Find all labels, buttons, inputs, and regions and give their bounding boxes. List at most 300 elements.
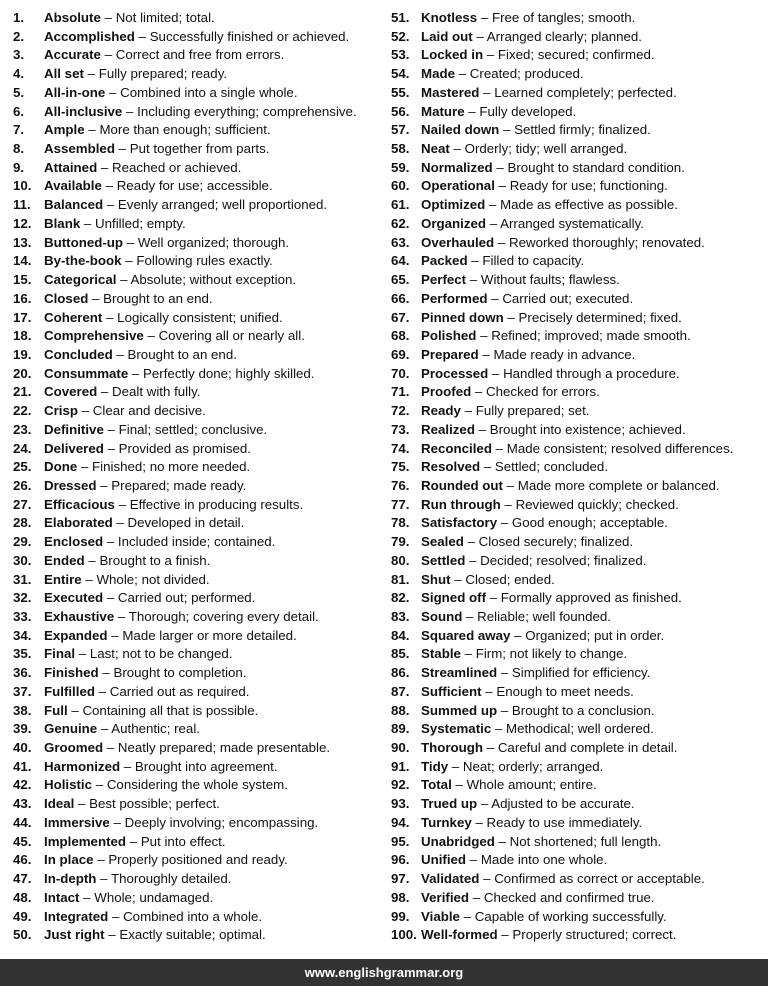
item-separator: – (114, 141, 130, 157)
item-term: Accurate (44, 47, 101, 63)
item-definition: Final; settled; conclusive. (118, 421, 268, 437)
item-term: Validated (421, 871, 480, 887)
item-number: 30. (13, 552, 32, 568)
item-number: 74. (391, 440, 410, 456)
list-item (13, 177, 385, 196)
item-term: Exhaustive (44, 609, 115, 624)
item-term: Groomed (44, 740, 104, 756)
item-term: Viable (421, 908, 460, 924)
item-definition: Last; not to be changed. (89, 646, 233, 662)
item-separator: – (471, 814, 487, 830)
item-definition: Arranged systematically. (500, 215, 644, 231)
item-number: 23. (13, 421, 32, 437)
item-definition: Handled through a procedure. (503, 365, 680, 381)
list-item (13, 440, 385, 459)
item-definition: Precisely determined; fixed. (518, 309, 682, 325)
item-separator: – (497, 702, 512, 718)
item-number: 10. (13, 178, 32, 194)
item-number: 50. (13, 927, 32, 943)
item-separator: – (78, 403, 93, 419)
item-number: 18. (13, 328, 32, 344)
item-number: 68. (391, 328, 410, 344)
item-number: 79. (391, 534, 410, 550)
list-item (13, 870, 385, 889)
item-number: 97. (391, 871, 410, 887)
item-term: Verified (421, 889, 470, 905)
item-separator: – (77, 459, 93, 475)
item-separator: – (485, 197, 501, 213)
item-separator: – (100, 10, 116, 25)
item-separator: – (112, 515, 128, 531)
list-item (13, 851, 385, 870)
list-item (391, 458, 763, 477)
item-definition: Correct and free from errors. (115, 47, 285, 63)
item-number: 57. (391, 122, 410, 138)
item-number: 94. (391, 814, 410, 830)
item-definition: Brought to a conclusion. (511, 702, 655, 718)
item-definition: Free of tangles; smooth. (491, 10, 636, 25)
item-separator: – (474, 421, 490, 437)
item-term: By-the-book (44, 253, 122, 269)
item-number: 76. (391, 477, 410, 493)
item-separator: – (98, 665, 114, 681)
item-separator: – (497, 515, 512, 531)
item-number: 55. (391, 84, 410, 100)
item-number: 37. (13, 683, 32, 699)
item-term: Dressed (44, 477, 97, 493)
item-definition: Effective in producing results. (129, 496, 304, 512)
item-number: 96. (391, 852, 410, 868)
list-item (13, 9, 385, 28)
item-number: 91. (391, 758, 410, 774)
list-item (13, 402, 385, 421)
list-item (13, 702, 385, 721)
item-definition: Dealt with fully. (112, 384, 201, 400)
list-item (13, 346, 385, 365)
item-number: 59. (391, 159, 410, 175)
item-term: Mature (421, 103, 465, 119)
item-term: Proofed (421, 384, 472, 400)
list-item (391, 421, 763, 440)
item-separator: – (463, 534, 479, 550)
item-definition: Whole amount; entire. (466, 777, 597, 793)
item-definition: Combined into a single whole. (120, 84, 298, 100)
item-separator: – (494, 833, 510, 849)
item-definition: Authentic; real. (111, 721, 200, 737)
item-number: 52. (391, 28, 410, 44)
item-term: Consummate (44, 365, 129, 381)
item-term: All set (44, 66, 84, 82)
item-definition: Ready for use; accessible. (116, 178, 273, 194)
item-definition: Learned completely; perfected. (494, 84, 677, 100)
item-term: Systematic (421, 721, 492, 737)
list-item (13, 571, 385, 590)
item-definition: Carried out; performed. (117, 590, 256, 606)
item-number: 67. (391, 309, 410, 325)
item-term: Ample (44, 122, 85, 138)
item-term: Closed (44, 290, 89, 306)
item-definition: Well organized; thorough. (137, 234, 290, 250)
item-definition: Unfilled; empty. (95, 215, 186, 231)
list-item (391, 720, 763, 739)
item-definition: Brought to an end. (127, 346, 237, 362)
item-term: Absolute (44, 10, 101, 25)
list-item (13, 103, 385, 122)
item-separator: – (502, 477, 518, 493)
list-item (391, 327, 763, 346)
item-term: Blank (44, 215, 81, 231)
item-definition: Capable of working successfully. (474, 908, 667, 924)
item-term: Ended (44, 552, 85, 568)
item-term: Realized (421, 421, 475, 437)
item-number: 12. (13, 215, 32, 231)
item-separator: – (497, 665, 512, 681)
list-item (391, 440, 763, 459)
list-item (13, 795, 385, 814)
list-item (391, 234, 763, 253)
item-separator: – (103, 197, 118, 213)
item-term: Ideal (44, 796, 75, 812)
item-number: 62. (391, 215, 410, 231)
list-item (391, 140, 763, 159)
list-item (13, 234, 385, 253)
item-definition: Reliable; well founded. (477, 609, 611, 624)
item-definition: Considering the whole system. (106, 777, 288, 793)
item-number: 44. (13, 814, 32, 830)
item-separator: – (96, 871, 111, 887)
item-separator: – (92, 777, 107, 793)
list-item (391, 9, 763, 28)
list-item (391, 795, 763, 814)
item-term: Neat (421, 141, 450, 157)
item-term: Balanced (44, 197, 104, 213)
list-item (13, 46, 385, 65)
item-number: 49. (13, 908, 32, 924)
item-term: Assembled (44, 141, 115, 157)
list-item (13, 383, 385, 402)
item-definition: Reached or achieved. (112, 159, 242, 175)
item-term: In place (44, 852, 94, 868)
list-item (13, 589, 385, 608)
item-definition: Exactly suitable; optimal. (119, 927, 266, 943)
item-term: Optimized (421, 197, 486, 213)
item-separator: – (476, 328, 492, 344)
item-number: 70. (391, 365, 410, 381)
item-definition: Reworked thoroughly; renovated. (508, 234, 705, 250)
item-number: 32. (13, 590, 32, 606)
list-item (13, 365, 385, 384)
list-item (13, 776, 385, 795)
item-definition: Careful and complete in detail. (497, 740, 678, 756)
item-number: 36. (13, 665, 32, 681)
item-separator: – (103, 421, 119, 437)
item-definition: Fully prepared; set. (475, 403, 590, 419)
list-item (13, 421, 385, 440)
item-term: Concluded (44, 346, 113, 362)
item-separator: – (97, 384, 113, 400)
item-number: 2. (13, 28, 25, 44)
item-term: Shut (421, 571, 451, 587)
item-number: 100. (391, 927, 417, 943)
list-item (13, 271, 385, 290)
item-separator: – (478, 346, 494, 362)
item-definition: Formally approved as finished. (500, 590, 682, 606)
item-term: Squared away (421, 627, 511, 643)
item-separator: – (481, 683, 497, 699)
item-term: Polished (421, 328, 477, 344)
item-term: Pinned down (421, 309, 504, 325)
item-definition: Brought to a finish. (99, 552, 211, 568)
list-item (13, 159, 385, 178)
item-term: Holistic (44, 777, 93, 793)
item-definition: Made more complete or balanced. (517, 477, 720, 493)
item-term: Genuine (44, 721, 98, 737)
item-term: Categorical (44, 272, 117, 288)
item-definition: Organized; put in order. (525, 627, 665, 643)
item-number: 28. (13, 515, 32, 531)
list-item (13, 833, 385, 852)
item-term: Sound (421, 609, 463, 624)
item-number: 45. (13, 833, 32, 849)
item-separator: – (104, 927, 120, 943)
item-term: Expanded (44, 627, 108, 643)
item-separator: – (491, 440, 507, 456)
item-definition: Created; produced. (469, 66, 584, 82)
item-separator: – (491, 721, 507, 737)
item-definition: Prepared; made ready. (111, 477, 247, 493)
list-item (13, 514, 385, 533)
item-term: Just right (44, 927, 105, 943)
item-term: Efficacious (44, 496, 115, 512)
item-separator: – (460, 403, 476, 419)
item-separator: – (103, 534, 118, 550)
list-item (391, 589, 763, 608)
item-number: 89. (391, 721, 410, 737)
item-number: 58. (391, 141, 410, 157)
list-item (391, 159, 763, 178)
item-number: 60. (391, 178, 410, 194)
item-definition: Arranged clearly; planned. (486, 28, 642, 44)
list-item (391, 814, 763, 833)
item-number: 69. (391, 346, 410, 362)
item-term: Settled (421, 552, 466, 568)
item-separator: – (108, 908, 124, 924)
item-term: Entire (44, 571, 82, 587)
item-term: Reconciled (421, 440, 492, 456)
item-number: 73. (391, 421, 410, 437)
item-number: 4. (13, 66, 25, 82)
list-item (391, 870, 763, 889)
list-item (391, 664, 763, 683)
item-term: All-in-one (44, 84, 106, 100)
item-separator: – (88, 290, 104, 306)
item-number: 83. (391, 609, 410, 624)
item-definition: Brought to completion. (113, 665, 247, 681)
item-separator: – (469, 889, 484, 905)
item-separator: – (75, 646, 90, 662)
item-definition: Reviewed quickly; checked. (515, 496, 679, 512)
list-item (391, 851, 763, 870)
item-separator: – (483, 740, 498, 756)
list-item (391, 645, 763, 664)
item-definition: Including everything; comprehensive. (137, 103, 357, 119)
item-definition: Put together from parts. (129, 141, 270, 157)
item-definition: Made larger or more detailed. (122, 627, 297, 643)
item-number: 39. (13, 721, 32, 737)
item-definition: Brought into existence; achieved. (489, 421, 686, 437)
item-separator: – (459, 908, 475, 924)
item-term: All-inclusive (44, 103, 123, 119)
item-definition: Properly positioned and ready. (108, 852, 288, 868)
item-term: Executed (44, 590, 104, 606)
list-item (391, 46, 763, 65)
list-item (13, 683, 385, 702)
list-item (391, 571, 763, 590)
item-term: Implemented (44, 833, 127, 849)
item-number: 16. (13, 290, 32, 306)
item-definition: Decided; resolved; finalized. (480, 552, 647, 568)
item-separator: – (450, 571, 466, 587)
item-definition: Refined; improved; made smooth. (491, 328, 691, 344)
item-term: Unabridged (421, 833, 495, 849)
list-item (13, 533, 385, 552)
item-definition: Made as effective as possible. (500, 197, 678, 213)
item-separator: – (449, 141, 465, 157)
item-term: Well-formed (421, 927, 498, 943)
item-number: 86. (391, 665, 410, 681)
item-number: 11. (13, 197, 31, 213)
item-number: 98. (391, 889, 410, 905)
item-definition: Confirmed as correct or acceptable. (494, 871, 705, 887)
list-item (13, 552, 385, 571)
list-item (391, 758, 763, 777)
item-definition: Made ready in advance. (493, 346, 636, 362)
item-term: In-depth (44, 871, 97, 887)
item-definition: Clear and decisive. (92, 403, 206, 419)
item-term: Fulfilled (44, 683, 95, 699)
item-separator: – (479, 84, 495, 100)
item-definition: Best possible; perfect. (89, 796, 220, 812)
item-definition: Whole; undamaged. (94, 889, 214, 905)
list-item (391, 28, 763, 47)
item-separator: – (460, 646, 476, 662)
item-number: 80. (391, 552, 410, 568)
item-number: 61. (391, 197, 410, 213)
list-item (13, 645, 385, 664)
item-definition: Not shortened; full length. (509, 833, 662, 849)
item-number: 13. (13, 234, 32, 250)
item-term: Signed off (421, 590, 486, 606)
list-item (391, 103, 763, 122)
item-separator: – (123, 234, 138, 250)
item-term: Delivered (44, 440, 104, 456)
item-separator: – (122, 103, 138, 119)
item-definition: Checked for errors. (486, 384, 600, 400)
item-number: 33. (13, 609, 32, 624)
item-number: 78. (391, 515, 410, 531)
list-item (391, 908, 763, 927)
list-item (13, 65, 385, 84)
item-separator: – (128, 365, 144, 381)
item-definition: Ready for use; functioning. (509, 178, 668, 194)
word-list-right-column (391, 9, 763, 945)
item-definition: Thoroughly detailed. (110, 871, 232, 887)
item-term: Finished (44, 665, 99, 681)
item-term: Attained (44, 159, 98, 175)
item-number: 63. (391, 234, 410, 250)
item-separator: – (93, 852, 109, 868)
item-definition: Enough to meet needs. (496, 683, 634, 699)
item-definition: Methodical; well ordered. (506, 721, 654, 737)
list-item (13, 608, 385, 627)
item-separator: – (97, 159, 112, 175)
list-item (391, 926, 763, 945)
item-definition: Filled to capacity. (482, 253, 585, 269)
item-term: Unified (421, 852, 467, 868)
item-definition: Closed securely; finalized. (478, 534, 634, 550)
list-item (13, 627, 385, 646)
list-item (13, 140, 385, 159)
item-separator: – (81, 571, 97, 587)
item-number: 88. (391, 702, 410, 718)
item-term: Done (44, 459, 78, 475)
list-item (391, 84, 763, 103)
item-definition: Combined into a whole. (123, 908, 263, 924)
item-number: 19. (13, 346, 32, 362)
item-term: Integrated (44, 908, 109, 924)
item-separator: – (126, 833, 141, 849)
item-term: Sealed (421, 534, 464, 550)
item-number: 75. (391, 459, 410, 475)
item-definition: Orderly; tidy; well arranged. (464, 141, 628, 157)
footer-website-link[interactable]: www.englishgrammar.org (304, 965, 464, 980)
item-number: 35. (13, 646, 32, 662)
list-item (391, 776, 763, 795)
item-definition: Made consistent; resolved differences. (506, 440, 734, 456)
item-term: Packed (421, 253, 468, 269)
item-term: Buttoned-up (44, 234, 124, 250)
item-term: Satisfactory (421, 515, 498, 531)
list-item (13, 477, 385, 496)
item-definition: Evenly arranged; well proportioned. (117, 197, 328, 213)
item-definition: Following rules exactly. (136, 253, 273, 269)
list-item (13, 215, 385, 234)
item-separator: – (494, 234, 509, 250)
item-definition: Closed; ended. (465, 571, 555, 587)
item-definition: Neatly prepared; made presentable. (117, 740, 331, 756)
item-separator: – (455, 66, 470, 82)
list-item (391, 271, 763, 290)
item-separator: – (79, 889, 95, 905)
item-number: 53. (391, 47, 410, 63)
list-item (13, 121, 385, 140)
item-term: Sufficient (421, 683, 482, 699)
item-separator: – (100, 47, 116, 63)
item-separator: – (471, 384, 487, 400)
item-definition: Settled; concluded. (494, 459, 609, 475)
item-separator: – (488, 365, 504, 381)
item-term: Processed (421, 365, 489, 381)
list-item (391, 346, 763, 365)
list-item (391, 121, 763, 140)
item-term: Thorough (421, 740, 484, 756)
item-number: 7. (13, 122, 25, 138)
item-separator: – (466, 852, 481, 868)
item-definition: Ready to use immediately. (486, 814, 643, 830)
item-number: 77. (391, 496, 410, 512)
item-separator: – (472, 28, 487, 44)
list-item (391, 739, 763, 758)
